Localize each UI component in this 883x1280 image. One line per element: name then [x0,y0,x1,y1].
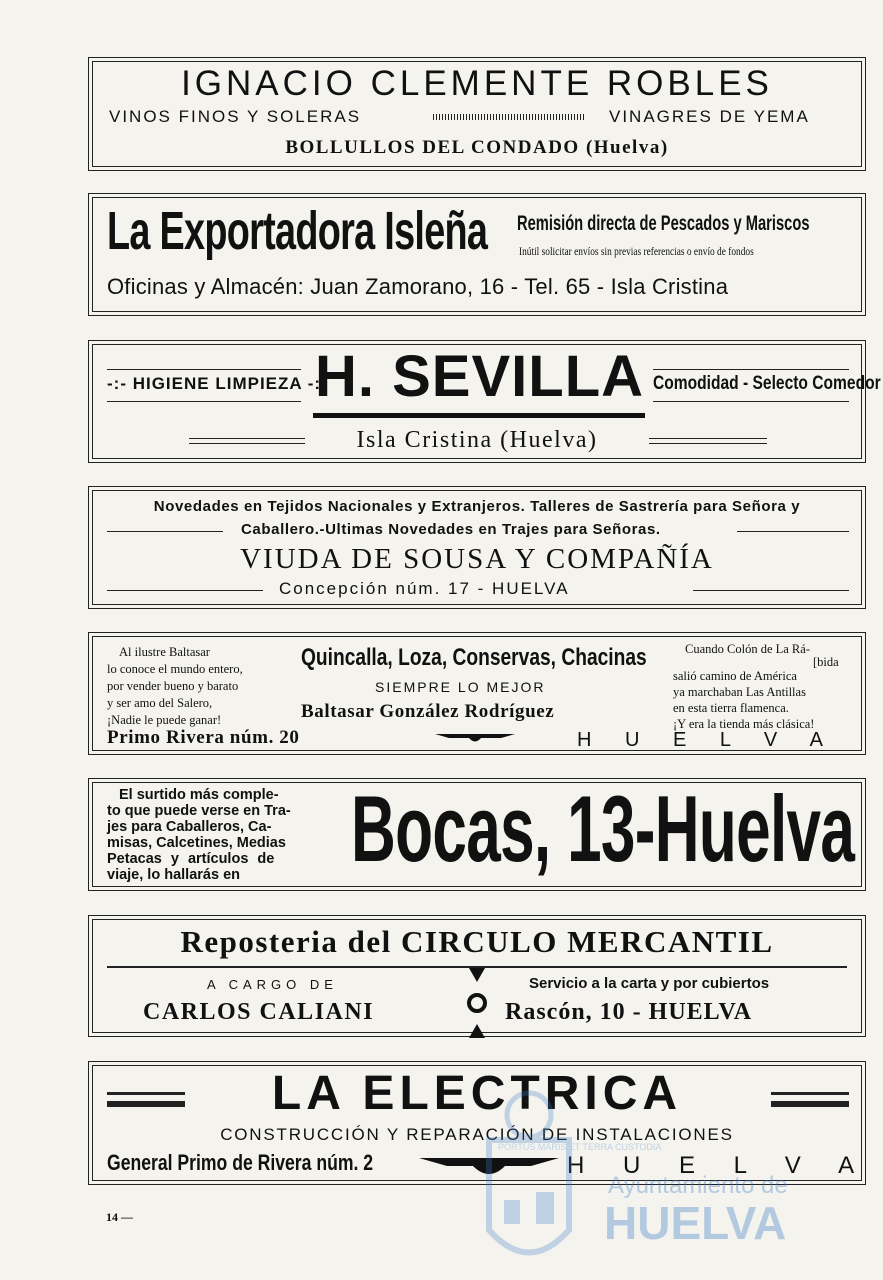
ad8-name: LA ELECTRICA [271,1067,683,1120]
ad5-poem-right: Cuando Colón de La Rá- [bida salió camino de América ya marchaban Las Antillas en esta tierra flamenca. ¡Y era la tienda más clásica! [673,642,839,731]
ad-exportadora-islena [88,193,866,316]
ad8-city: H U E L V A [567,1152,871,1179]
ad5-address: Primo Rivera núm. 20 [107,727,300,748]
watermark-line2: HUELVA [604,1197,787,1249]
ad1-right: VINAGRES DE YEMA [609,107,810,126]
ad7-title: Reposteria del CIRCULO MERCANTIL [180,924,774,959]
ad7-left-name: CARLOS CALIANI [143,999,375,1025]
ad1-town: BOLLULLOS DEL CONDADO (Huelva) [285,137,669,158]
svg-text:PORTUS MARIS ET TERRA CUSTODIA: PORTUS MARIS ET TERRA CUSTODIA [498,1142,662,1152]
ad3-right: Comodidad - Selecto Comedor [653,373,881,394]
ad1-divider [433,114,585,120]
ad1-left: VINOS FINOS Y SOLERAS [109,107,362,126]
ad-bocas-13 [88,778,866,891]
ad5-products: Quincalla, Loza, Conservas, Chacinas [301,644,647,671]
ad-circulo-mercantil [88,915,866,1037]
ad3-name: H. SEVILLA [315,344,645,409]
ad4-name: VIUDA DE SOUSA Y COMPAÑÍA [240,543,714,575]
ad7-divider-ornament [465,968,489,1038]
ad-ignacio-clemente [88,57,866,171]
ad5-owner: Baltasar González Rodríguez [301,701,555,722]
ad-h-sevilla [88,340,881,463]
ad2-tagline: Remisión directa de Pescados y Mariscos [517,212,810,235]
ad7-right-address: Rascón, 10 - HUELVA [505,999,753,1025]
ad7-right-small: Servicio a la carta y por cubiertos [529,975,770,992]
ad3-left: -:- HIGIENE LIMPIEZA -:- [107,374,328,393]
ad8-address: General Primo de Rivera núm. 2 [107,1150,374,1175]
ad3-town: Isla Cristina (Huelva) [356,427,598,453]
ad-baltasar-gonzalez [88,632,866,755]
ad8-subtitle: CONSTRUCCIÓN Y REPARACIÓN DE INSTALACIONES [220,1125,734,1144]
page-number: 14 — [106,1210,133,1224]
ad6-headline: Bocas, 13-Huelva [351,776,855,881]
ad4-line2: Caballero.-Ultimas Novedades en Trajes para Señoras. [241,521,661,538]
ad3-name-underline [313,413,645,418]
ad4-address: Concepción núm. 17 - HUELVA [279,579,570,598]
ad1-name: IGNACIO CLEMENTE ROBLES [181,64,773,103]
ad-viuda-de-sousa [88,486,866,609]
ad6-text: El surtido más comple- to que puede verse en Tra- jes para Caballeros, Ca- misas, Calcetines, Medias Petacas y artículos de viaje, lo hallarás en [107,787,291,883]
ad5-poem-left: Al ilustre Baltasar lo conoce el mundo entero, por vender bueno y barato y ser amo del Salero, ¡Nadie le puede ganar! [107,645,243,727]
shield-logo-icon [474,1080,662,1270]
ad2-note: Inútil solicitar envíos sin previas referencias o envío de fondos [519,244,754,258]
ad2-name: La Exportadora Isleña [107,201,488,261]
ad7-left-small: A CARGO DE [207,977,338,992]
ad5-motto: SIEMPRE LO MEJOR [375,679,546,695]
ad5-emblem-ornament [435,732,515,746]
ad2-address: Oficinas y Almacén: Juan Zamorano, 16 - Tel. 65 - Isla Cristina [107,274,729,299]
watermark-line1: Ayuntamiento de [608,1172,788,1199]
ad4-line1: Novedades en Tejidos Nacionales y Extranjeros. Talleres de Sastrería para Señora y [153,498,801,515]
ad5-city: H U E L V A [577,729,837,751]
